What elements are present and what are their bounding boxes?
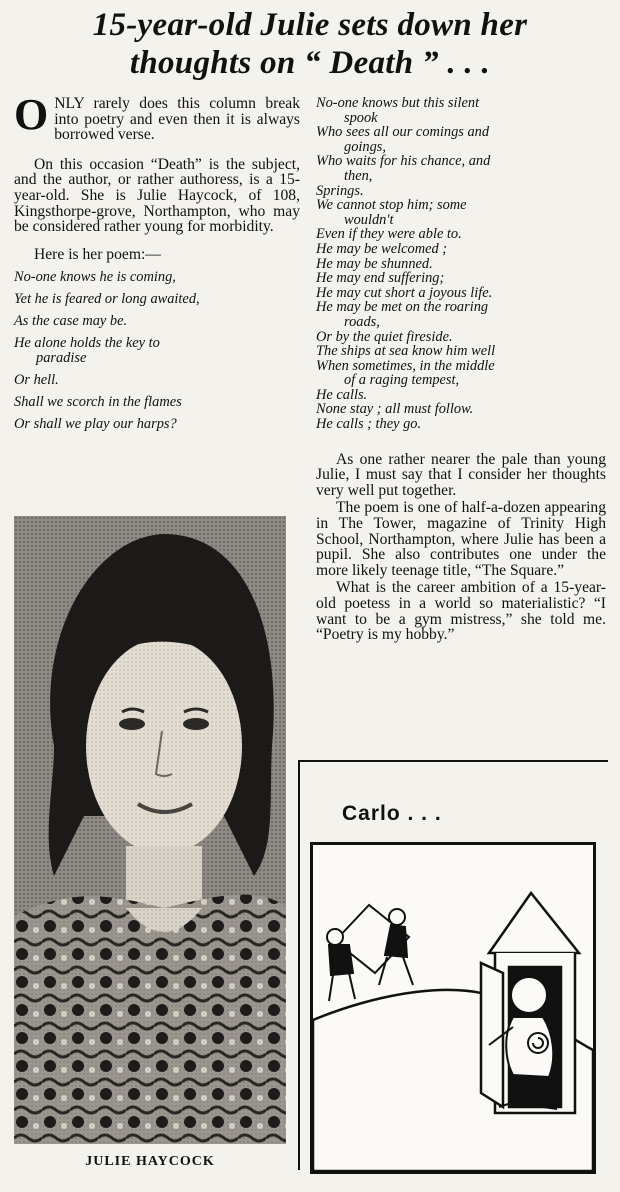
headline-line-1: 15-year-old Julie sets down her <box>92 7 528 43</box>
poem-line <box>316 257 606 272</box>
poem-line <box>14 395 300 410</box>
poem-part-2 <box>316 96 606 432</box>
left-column <box>14 90 300 439</box>
poem-line-text: No-one knows he is coming, <box>14 269 176 286</box>
poem-line-continuation: roads, <box>344 313 380 330</box>
poem-line <box>316 271 606 286</box>
poem-line-continuation: wouldn't <box>344 211 394 228</box>
poem-line-text: The ships at sea know him well <box>316 343 496 360</box>
poem-line-text: Or hell. <box>14 371 59 388</box>
poem-line-text: None stay ; all must follow. <box>316 401 474 418</box>
poem-line-text: He may cut short a joyous life. <box>316 284 493 301</box>
poem-line-text: Shall we scorch in the flames <box>14 393 182 410</box>
poem-line-text: He may be met on the roaring <box>316 299 489 316</box>
cartoon-drawing <box>313 845 593 1171</box>
poem-line-text: He may end suffering; <box>316 270 445 287</box>
poem-line-text: He may be shunned. <box>316 255 433 272</box>
vertical-rule <box>298 760 300 1170</box>
poem-line <box>316 286 606 301</box>
portrait-photo <box>14 516 286 1144</box>
right-column <box>316 96 606 643</box>
poem-line-continuation: spook <box>344 109 378 126</box>
headline-line-2: thoughts on “ Death ” . . . <box>129 45 491 81</box>
poem-line <box>316 125 606 154</box>
poem-line-continuation: goings, <box>344 138 386 155</box>
paragraph-poem-intro: Here is her poem:— <box>34 245 161 263</box>
portrait-image <box>14 516 286 1144</box>
horizontal-rule <box>298 760 608 762</box>
poem-line <box>316 300 606 329</box>
headline <box>0 6 620 82</box>
poem-line <box>316 227 606 242</box>
drop-cap: O <box>14 90 49 139</box>
cartoon-title: Carlo . . . <box>342 802 442 825</box>
poem-line <box>316 184 606 199</box>
poem-line-text: He alone holds the key to <box>14 335 160 352</box>
poem-line-text: When sometimes, in the middle <box>316 357 495 374</box>
poem-line-text: Springs. <box>316 182 364 199</box>
poem-line <box>316 198 606 227</box>
poem-line-continuation: paradise <box>36 349 87 366</box>
poem-line-continuation: then, <box>344 167 373 184</box>
poem-line <box>14 373 300 388</box>
poem-line <box>14 314 300 329</box>
poem-line-text: Or shall we play our harps? <box>14 415 177 432</box>
poem-line <box>316 417 606 432</box>
poem-line <box>316 154 606 183</box>
paragraph-opinion: As one rather nearer the pale than young Julie, I must say that I consider her thoughts very well put together. <box>316 450 606 499</box>
poem-line <box>14 292 300 307</box>
poem-line-text: Even if they were able to. <box>316 226 462 243</box>
paragraph-subject: On this occasion “Death” is the subject, and the author, or rather authoress, is a 15-year-old. She is Julie Haycock, of 108, Kingsthorpe-grove, Northampton, who may be considered rather young for morbidity. <box>14 155 300 236</box>
poem-line-text: Or by the quiet fireside. <box>316 328 453 345</box>
poem-line <box>316 242 606 257</box>
poem-line-text: No-one knows but this silent <box>316 95 480 111</box>
paragraph-ambition: What is the career ambition of a 15-year-old poetess in a world so materialistic? “I want to be a gym mistress,” she told me. “Poetry is my hobby.” <box>316 579 606 644</box>
poem-line <box>316 344 606 359</box>
paragraph-magazine: The poem is one of half-a-dozen appearing in The Tower, magazine of Trinity High School, Northampton, where Julie has been a pupil. She also contributes one under the more likely teenage title, “The Square.” <box>316 499 606 579</box>
poem-line-text: He calls ; they go. <box>316 416 422 433</box>
poem-line <box>316 402 606 417</box>
poem-line-text: He may be welcomed ; <box>316 240 448 257</box>
poem-line-text: Who waits for his chance, and <box>316 153 491 170</box>
poem-line <box>316 96 606 125</box>
poem-part-1 <box>14 270 300 431</box>
intro-text: NLY rarely does this column break into poetry and even then it is always borrowed verse. <box>54 95 300 144</box>
poem-line-text: Who sees all our comings and <box>316 124 490 141</box>
poem-line <box>316 330 606 345</box>
poem-line <box>14 417 300 432</box>
poem-line <box>316 388 606 403</box>
men-carrying-crate <box>327 905 413 1001</box>
poem-line-text: He calls. <box>316 386 368 403</box>
poem-line-continuation: of a raging tempest, <box>344 372 460 389</box>
poem-line-text: As the case may be. <box>14 313 128 330</box>
poem-line-text: Yet he is feared or long awaited, <box>14 291 200 308</box>
poem-line-text: We cannot stop him; some <box>316 197 467 214</box>
poem-line <box>316 359 606 388</box>
poem-line <box>14 270 300 285</box>
paragraph-intro <box>14 90 300 144</box>
cartoon-panel <box>310 842 596 1174</box>
poem-line <box>14 336 300 365</box>
photo-caption: JULIE HAYCOCK <box>85 1154 215 1169</box>
